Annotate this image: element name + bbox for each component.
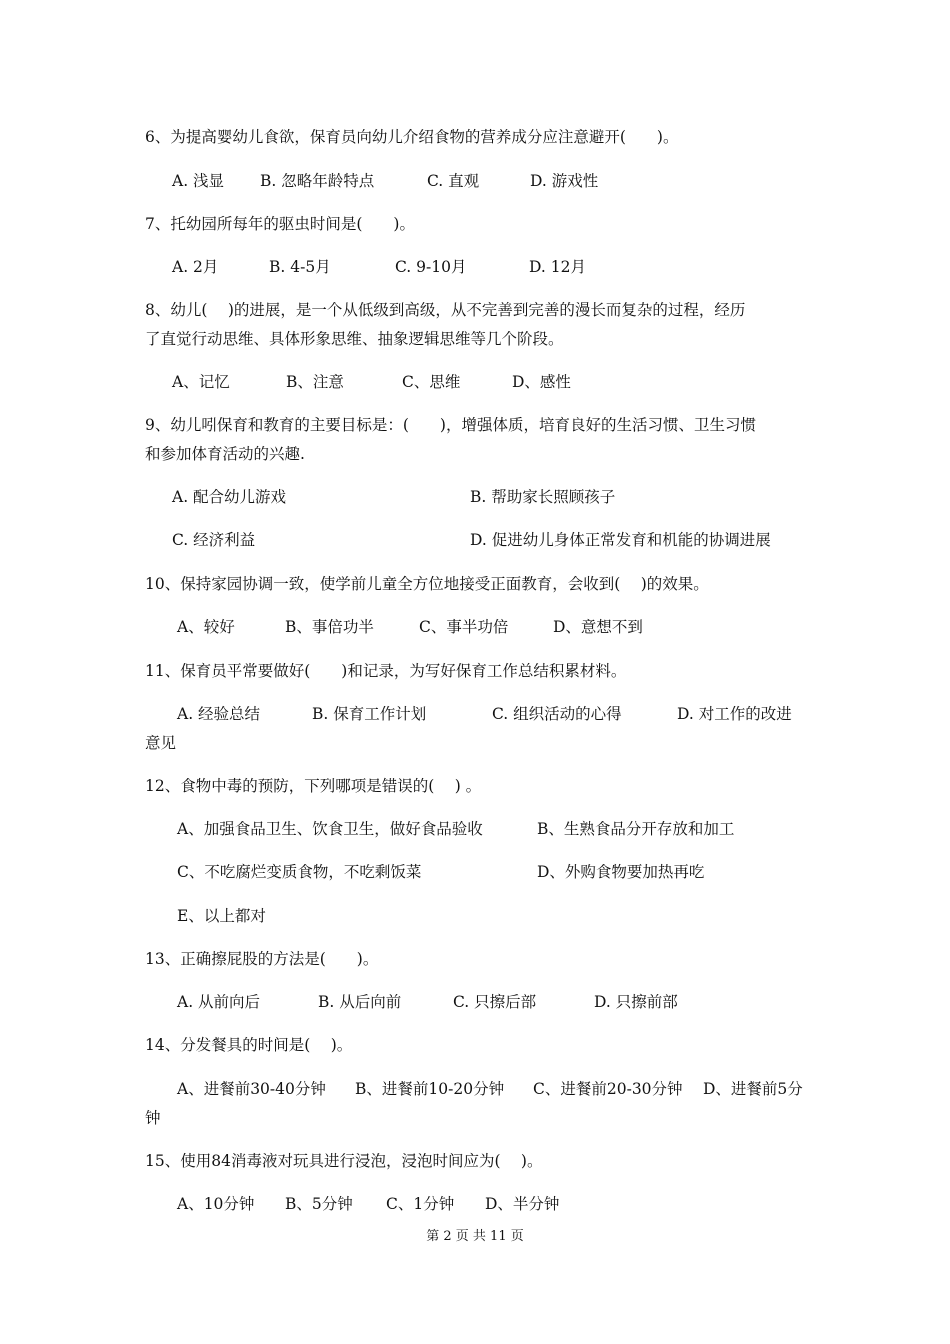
option-c: C. 直观 [427,172,480,190]
option-c: C、进餐前20-30分钟 [533,1080,683,1098]
question-8-stem-line1: 8、幼儿( )的进展，是一个从低级到高级，从不完善到完善的漫长而复杂的过程，经历 [145,301,746,319]
question-14-wrap: 钟 [145,1109,161,1127]
option-a: A、加强食品卫生、饮食卫生，做好食品验收 [177,820,483,838]
option-c: C、1分钟 [386,1195,455,1213]
option-a: A、进餐前30-40分钟 [177,1080,326,1098]
option-d: D. 游戏性 [530,172,599,190]
option-c: C、思维 [402,373,461,391]
question-6-stem: 6、为提高婴幼儿食欲，保育员向幼儿介绍食物的营养成分应注意避开( )。 [145,128,679,146]
option-a: A. 经验总结 [177,705,261,723]
option-a: A. 浅显 [172,172,225,190]
option-b: B、注意 [286,373,344,391]
option-c: C. 9-10月 [395,258,467,276]
question-7-stem: 7、托幼园所每年的驱虫时间是( )。 [145,215,415,233]
question-9-stem-line1: 9、幼儿吲保育和教育的主要目标是：( )，增强体质，培育良好的生活习惯、卫生习惯 [145,416,756,434]
question-9-stem-line2: 和参加体育活动的兴趣. [145,445,305,463]
option-b: B. 4-5月 [269,258,331,276]
option-a: A、记忆 [172,373,230,391]
option-d: D、外购食物要加热再吃 [537,863,705,881]
question-12-stem: 12、食物中毒的预防，下列哪项是错误的( ) 。 [145,777,482,795]
option-b: B. 保育工作计划 [312,705,427,723]
option-c: C、事半功倍 [419,618,509,636]
option-b: B. 从后向前 [318,993,402,1011]
question-8-stem-line2: 了直觉行动思维、具体形象思维、抽象逻辑思维等几个阶段。 [145,330,564,348]
option-a: A. 配合幼儿游戏 [172,488,287,506]
question-14-stem: 14、分发餐具的时间是( )。 [145,1036,353,1054]
option-c: C. 经济利益 [172,531,256,549]
option-a: A. 从前向后 [177,993,261,1011]
option-a: A. 2月 [172,258,219,276]
option-a: A、10分钟 [177,1195,255,1213]
page-number-footer: 第 2 页 共 11 页 [426,1229,524,1244]
option-d: D. 12月 [529,258,586,276]
question-15-stem: 15、使用84消毒液对玩具进行浸泡，浸泡时间应为( )。 [145,1152,543,1170]
question-13-stem: 13、正确擦屁股的方法是( )。 [145,950,379,968]
option-d: D、意想不到 [553,618,643,636]
option-b: B、5分钟 [285,1195,353,1213]
option-d: D. 促进幼儿身体正常发育和机能的协调进展 [470,531,771,549]
question-11-wrap: 意见 [145,734,177,752]
option-b: B、生熟食品分开存放和加工 [537,820,735,838]
option-e: E、以上都对 [177,907,266,925]
question-11-stem: 11、保育员平常要做好( )和记录，为写好保育工作总结积累材料。 [145,662,627,680]
option-d: D、半分钟 [485,1195,560,1213]
option-b: B. 忽略年龄特点 [260,172,375,190]
option-a: A、较好 [177,618,235,636]
option-c: C. 只擦后部 [453,993,537,1011]
option-b: B、进餐前10-20分钟 [355,1080,505,1098]
option-d: D. 对工作的改进 [677,705,792,723]
option-c: C、不吃腐烂变质食物，不吃剩饭菜 [177,863,422,881]
option-b: B、事倍功半 [285,618,374,636]
option-d: D、感性 [512,373,571,391]
option-b: B. 帮助家长照顾孩子 [470,488,616,506]
option-d: D. 只擦前部 [594,993,678,1011]
option-d: D、进餐前5分 [703,1080,803,1098]
option-c: C. 组织活动的心得 [492,705,622,723]
question-10-stem: 10、保持家园协调一致，使学前儿童全方位地接受正面教育，会收到( )的效果。 [145,575,709,593]
